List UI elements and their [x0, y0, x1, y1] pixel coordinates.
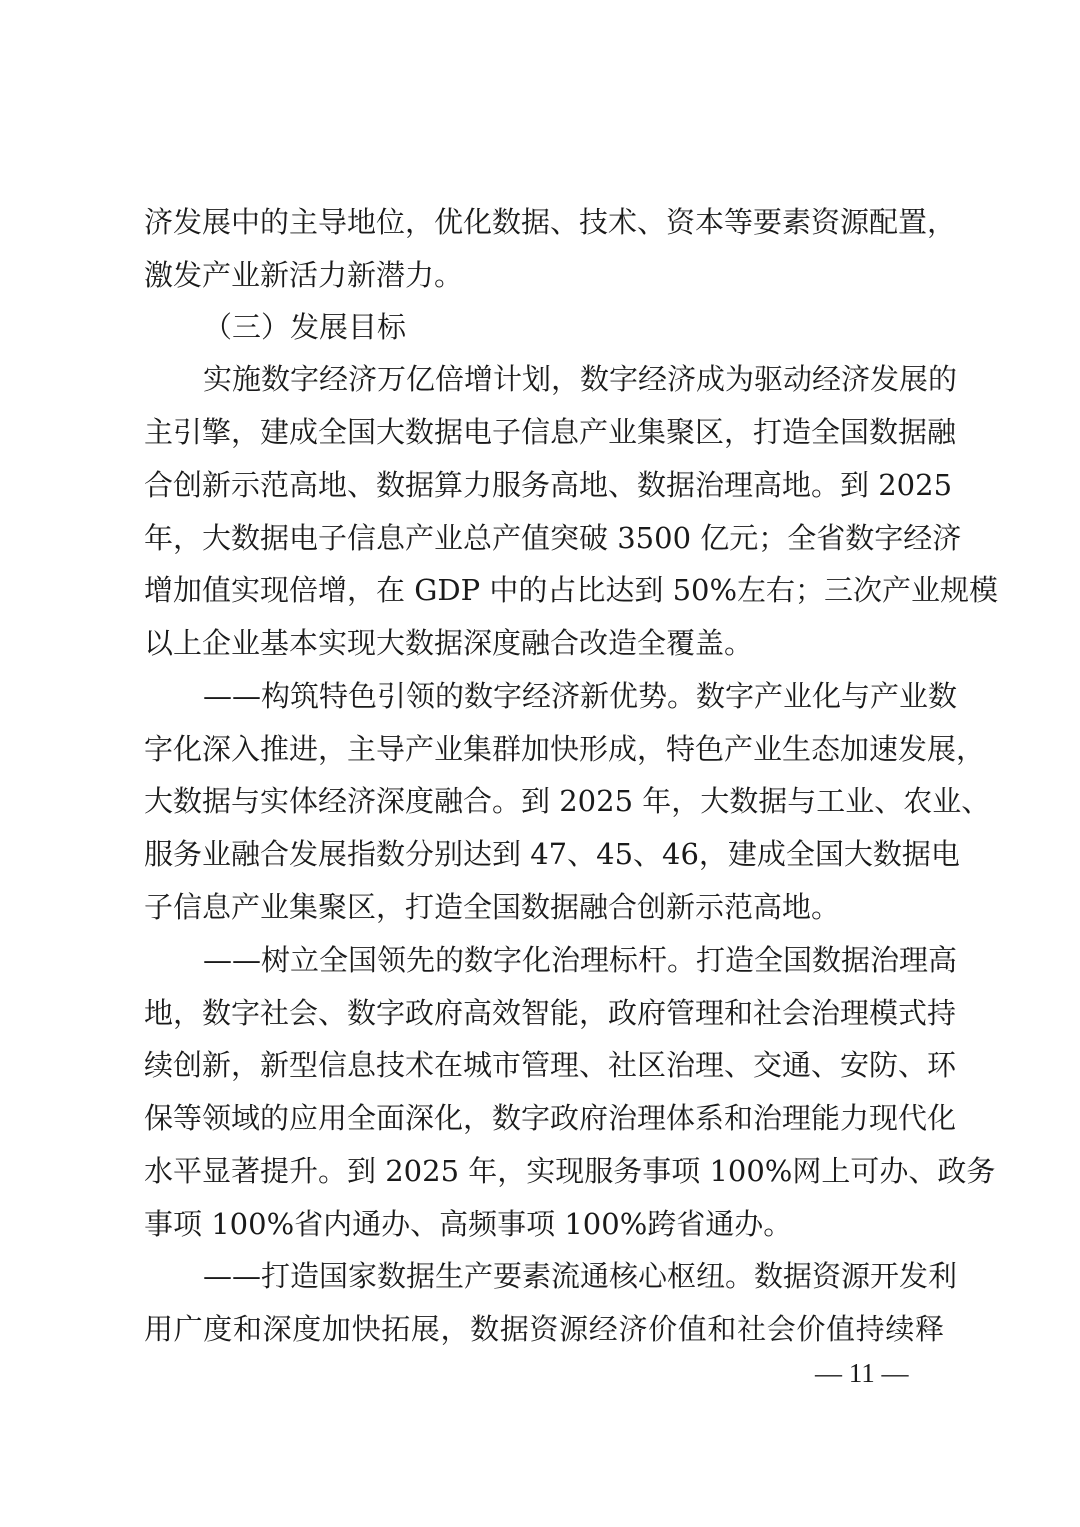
paragraph-4-line-6: 事项 100%省内通办、高频事项 100%跨省通办。 [144, 1207, 793, 1241]
page-number: — 11 — [815, 1358, 909, 1388]
paragraph-5-line-1: ——打造国家数据生产要素流通核心枢纽。数据资源开发利 [203, 1259, 958, 1293]
paragraph-4-line-4: 保等领域的应用全面深化，数字政府治理体系和治理能力现代化 [144, 1101, 957, 1135]
paragraph-5-line-2: 用广度和深度加快拓展，数据资源经济价值和社会价值持续释 [144, 1312, 944, 1346]
paragraph-2-line-3: 合创新示范高地、数据算力服务高地、数据治理高地。到 2025 [144, 468, 953, 502]
paragraph-4-line-5: 水平显著提升。到 2025 年，实现服务事项 100%网上可办、政务 [144, 1154, 996, 1188]
paragraph-3-line-3: 大数据与实体经济深度融合。到 2025 年，大数据与工业、农业、 [144, 784, 991, 818]
paragraph-2-line-4: 年，大数据电子信息产业总产值突破 3500 亿元；全省数字经济 [144, 521, 962, 555]
section-heading: （三）发展目标 [203, 310, 407, 344]
paragraph-1-line-2: 激发产业新活力新潜力。 [144, 258, 464, 292]
paragraph-3-line-4: 服务业融合发展指数分别达到 47、45、46，建成全国大数据电 [144, 837, 960, 871]
paragraph-1-line-1: 济发展中的主导地位，优化数据、技术、资本等要素资源配置， [144, 205, 957, 239]
paragraph-4-line-3: 续创新，新型信息技术在城市管理、社区治理、交通、安防、环 [144, 1048, 957, 1082]
paragraph-2-line-5: 增加值实现倍增，在 GDP 中的占比达到 50%左右；三次产业规模 [144, 573, 999, 607]
paragraph-3-line-5: 子信息产业集聚区，打造全国数据融合创新示范高地。 [144, 890, 841, 924]
paragraph-2-line-6: 以上企业基本实现大数据深度融合改造全覆盖。 [144, 626, 754, 660]
paragraph-4-line-1: ——树立全国领先的数字化治理标杆。打造全国数据治理高 [203, 943, 958, 977]
paragraph-2-line-2: 主引擎，建成全国大数据电子信息产业集聚区，打造全国数据融 [144, 415, 957, 449]
paragraph-2-line-1: 实施数字经济万亿倍增计划，数字经济成为驱动经济发展的 [203, 362, 958, 396]
paragraph-3-line-1: ——构筑特色引领的数字经济新优势。数字产业化与产业数 [203, 679, 958, 713]
paragraph-4-line-2: 地，数字社会、数字政府高效智能，政府管理和社会治理模式持 [144, 996, 957, 1030]
paragraph-3-line-2: 字化深入推进，主导产业集群加快形成，特色产业生态加速发展， [144, 732, 986, 766]
